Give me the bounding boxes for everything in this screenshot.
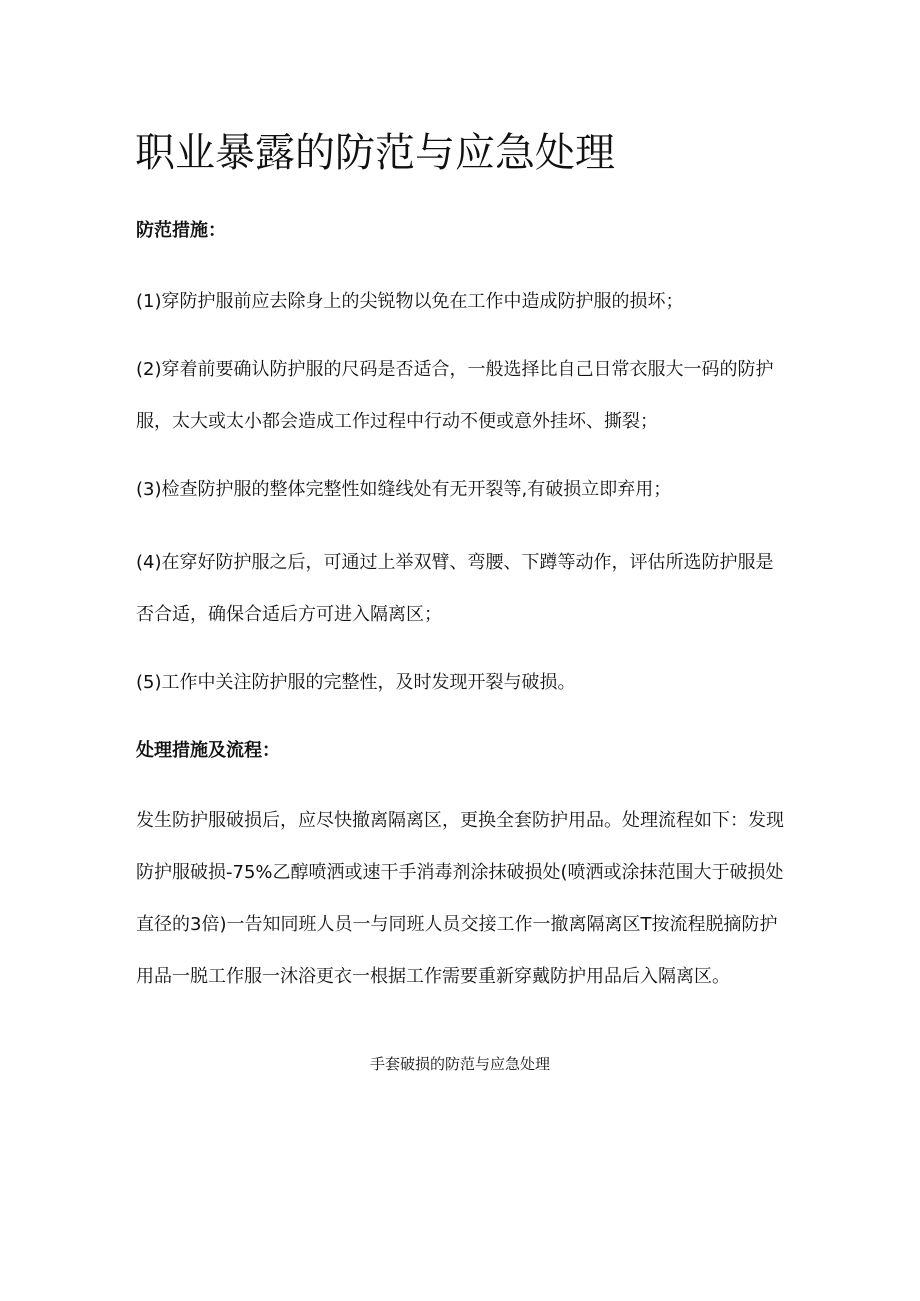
page-title: 职业暴露的防范与应急处理 — [135, 130, 615, 176]
prevention-item-2: (2)穿着前要确认防护服的尺码是否适合，一般选择比自己日常衣服大一码的防护服，太大或太小都会造成工作过程中行动不便或意外挂坏、撕裂； — [136, 359, 774, 432]
prevention-item-1: (1)穿防护服前应去除身上的尖锐物以免在工作中造成防护服的损坏； — [136, 291, 684, 312]
section-caption: 手套破损的防范与应急处理 — [369, 1055, 550, 1073]
handling-paragraph: 发生防护服破损后，应尽快撤离隔离区，更换全套防护用品。处理流程如下：发现防护服破损-75%乙醇喷洒或速干手消毒剂涂抹破损处(喷洒或涂抹范围大于破损处直径的3倍)一告知同班人员一与同班人员交接工作一撤离隔离区T按流程脱摘防护用品一脱工作服一沐浴更衣一根据工作需要重新穿戴防护用品后入隔离区。 — [136, 810, 784, 987]
prevention-item-3: (3)检查防护服的整体完整性如缝线处有无开裂等,有破损立即弃用； — [136, 479, 672, 500]
handling-heading: 处理措施及流程： — [136, 740, 280, 761]
prevention-item-4: (4)在穿好防护服之后，可通过上举双臂、弯腰、下蹲等动作，评估所选防护服是否合适，确保合适后方可进入隔离区； — [136, 552, 774, 625]
prevention-item-5: (5)工作中关注防护服的完整性，及时发现开裂与破损。 — [136, 672, 576, 693]
prevention-heading: 防范措施： — [136, 220, 226, 241]
